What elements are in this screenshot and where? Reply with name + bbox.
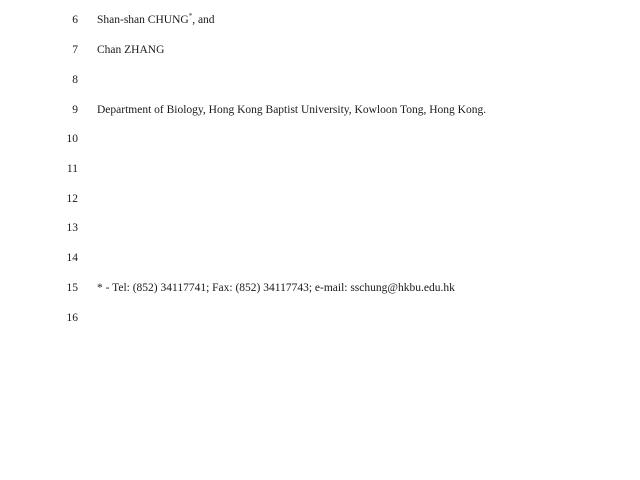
corresponding-author-mark: * <box>188 12 193 20</box>
manuscript-line-7 <box>0 42 640 58</box>
manuscript-line-15 <box>0 280 640 296</box>
manuscript-line-13 <box>0 220 640 236</box>
manuscript-line-8 <box>0 72 640 88</box>
line-number: 6 <box>72 14 78 26</box>
line-number: 10 <box>66 133 78 145</box>
line-number: 7 <box>72 44 78 56</box>
manuscript-line-11 <box>0 161 640 177</box>
line-number: 8 <box>72 74 78 86</box>
line-number: 12 <box>66 193 78 205</box>
manuscript-line-16 <box>0 310 640 326</box>
manuscript-line-6 <box>0 12 640 28</box>
author-line <box>97 12 215 28</box>
manuscript-line-9 <box>0 102 640 118</box>
line-number: 15 <box>66 282 78 294</box>
line-number: 13 <box>66 222 78 234</box>
manuscript-line-14 <box>0 250 640 266</box>
line-number: 14 <box>66 252 78 264</box>
contact-footnote: * - Tel: (852) 34117741; Fax: (852) 34117743; e-mail: sschung@hkbu.edu.hk <box>97 282 455 294</box>
affiliation: Department of Biology, Hong Kong Baptist University, Kowloon Tong, Hong Kong. <box>97 104 487 116</box>
author-suffix: , and <box>192 14 215 26</box>
line-number: 9 <box>72 104 78 116</box>
manuscript-line-12 <box>0 191 640 207</box>
manuscript-line-10 <box>0 131 640 147</box>
author-name: Shan-shan CHUNG <box>97 14 189 26</box>
line-number: 11 <box>66 163 78 175</box>
line-number: 16 <box>66 312 78 324</box>
author-name: Chan ZHANG <box>97 44 165 56</box>
